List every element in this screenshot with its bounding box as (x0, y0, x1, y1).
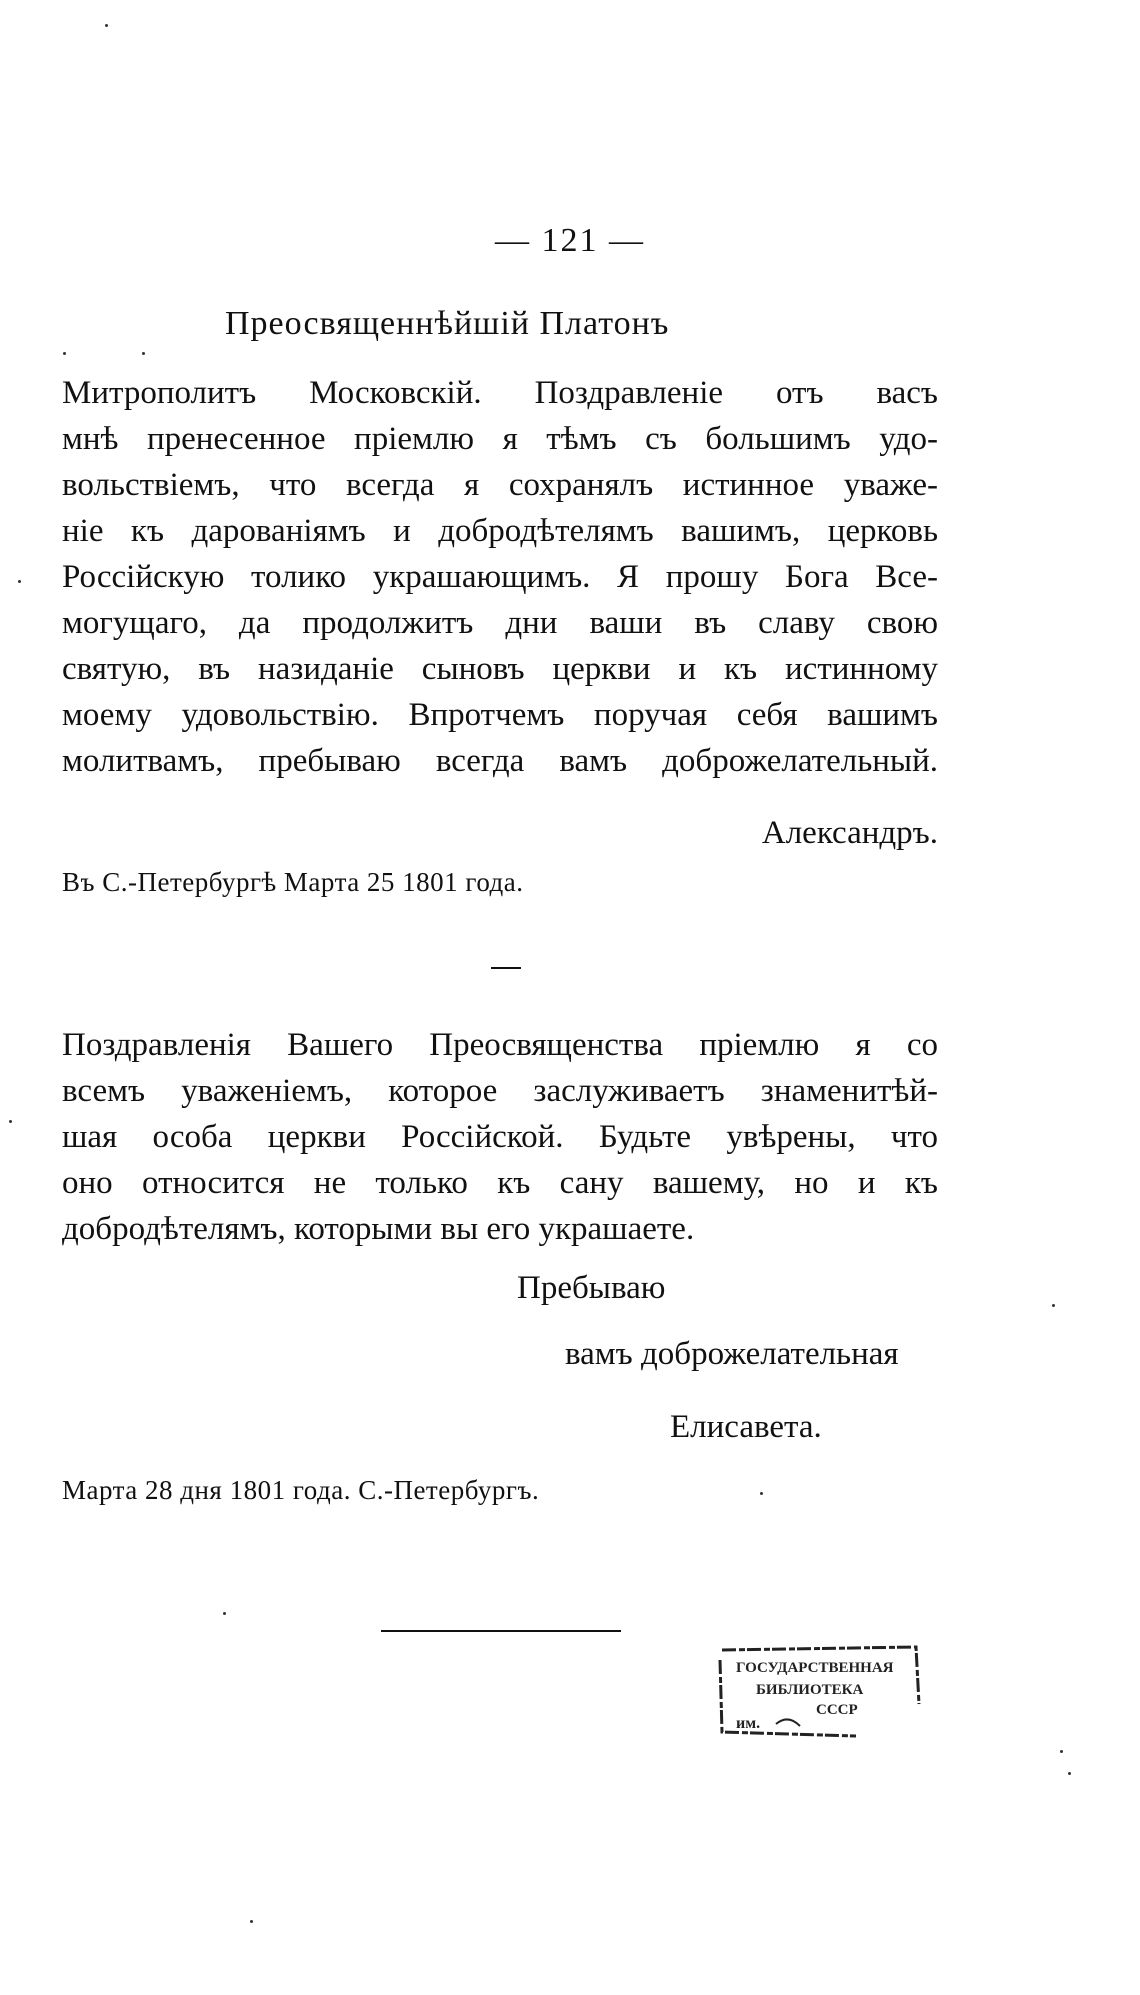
letter1-line: Митрополитъ Московскій. Поздравленіе отъ васъ (62, 375, 938, 411)
letter1-line: моему удовольствію. Впротчемъ поручая себя вашимъ (62, 697, 938, 733)
letter2-date: Марта 28 дня 1801 года. С.-Петербургъ. (62, 1475, 540, 1505)
stamp-line: им. (736, 1715, 761, 1732)
letter1-line: святую, въ назиданіе сыновъ церкви и къ истинному (62, 651, 938, 687)
letter1-line: Россійскую толико украшающимъ. Я прошу Бога Все- (62, 559, 938, 595)
stamp-line: ГОСУДАРСТВЕННАЯ (736, 1660, 894, 1676)
letter1-line: мнѣ пренесенное пріемлю я тѣмъ съ большимъ удо- (62, 421, 938, 457)
letter1-line: молитвамъ, пребываю всегда вамъ доброжелательный. (62, 743, 938, 779)
library-stamp-graphic (716, 1642, 931, 1742)
letter1-date: Въ С.-Петербургѣ Марта 25 1801 года. (62, 867, 524, 897)
letter1-body (62, 370, 938, 784)
scan-speck (105, 24, 108, 27)
stamp-line: БИБЛИОТЕКА (756, 1682, 864, 1698)
scan-speck (9, 1120, 12, 1123)
letter1-signature: Александръ. (761, 815, 938, 851)
letter2-closing: вамъ доброжелательная (565, 1336, 899, 1372)
letter2-line: Поздравленія Вашего Преосвященства пріемлю я со (62, 1027, 938, 1063)
letter2-line: всемъ уваженіемъ, которое заслуживаетъ знаменитѣй- (62, 1073, 938, 1109)
scan-speck (142, 352, 145, 355)
letter2-line: шая особа церкви Россійской. Будьте увѣрены, что (62, 1119, 938, 1155)
scan-speck (250, 1920, 253, 1923)
page-number: — 121 — (495, 222, 645, 259)
scan-speck (223, 1612, 226, 1615)
letter2-body (62, 1022, 938, 1252)
letter1-line: могущаго, да продолжитъ дни ваши въ славу свою (62, 605, 938, 641)
end-divider (381, 1630, 621, 1632)
section-divider (491, 967, 521, 969)
letter2-line: добродѣтелямъ, которыми вы его украшаете. (62, 1211, 695, 1247)
scan-speck (760, 1492, 763, 1495)
library-stamp (716, 1642, 931, 1742)
letter2-closing: Пребываю (517, 1270, 666, 1306)
scan-speck (1052, 1304, 1055, 1307)
scan-speck (1068, 1772, 1071, 1775)
stamp-line: СССР (816, 1702, 858, 1718)
letter2-signature: Елисавета. (670, 1409, 822, 1445)
letter1-line: вольствіемъ, что всегда я сохранялъ истинное уваже- (62, 467, 938, 503)
scan-speck (63, 352, 66, 355)
scan-speck (1060, 1750, 1063, 1753)
scan-speck (18, 580, 21, 583)
letter2-line: оно относится не только къ сану вашему, но и къ (62, 1165, 938, 1201)
letter1-salutation: Преосвященнѣйшій Платонъ (225, 305, 670, 342)
letter1-line: ніе къ дарованіямъ и добродѣтелямъ вашимъ, церковь (62, 513, 938, 549)
